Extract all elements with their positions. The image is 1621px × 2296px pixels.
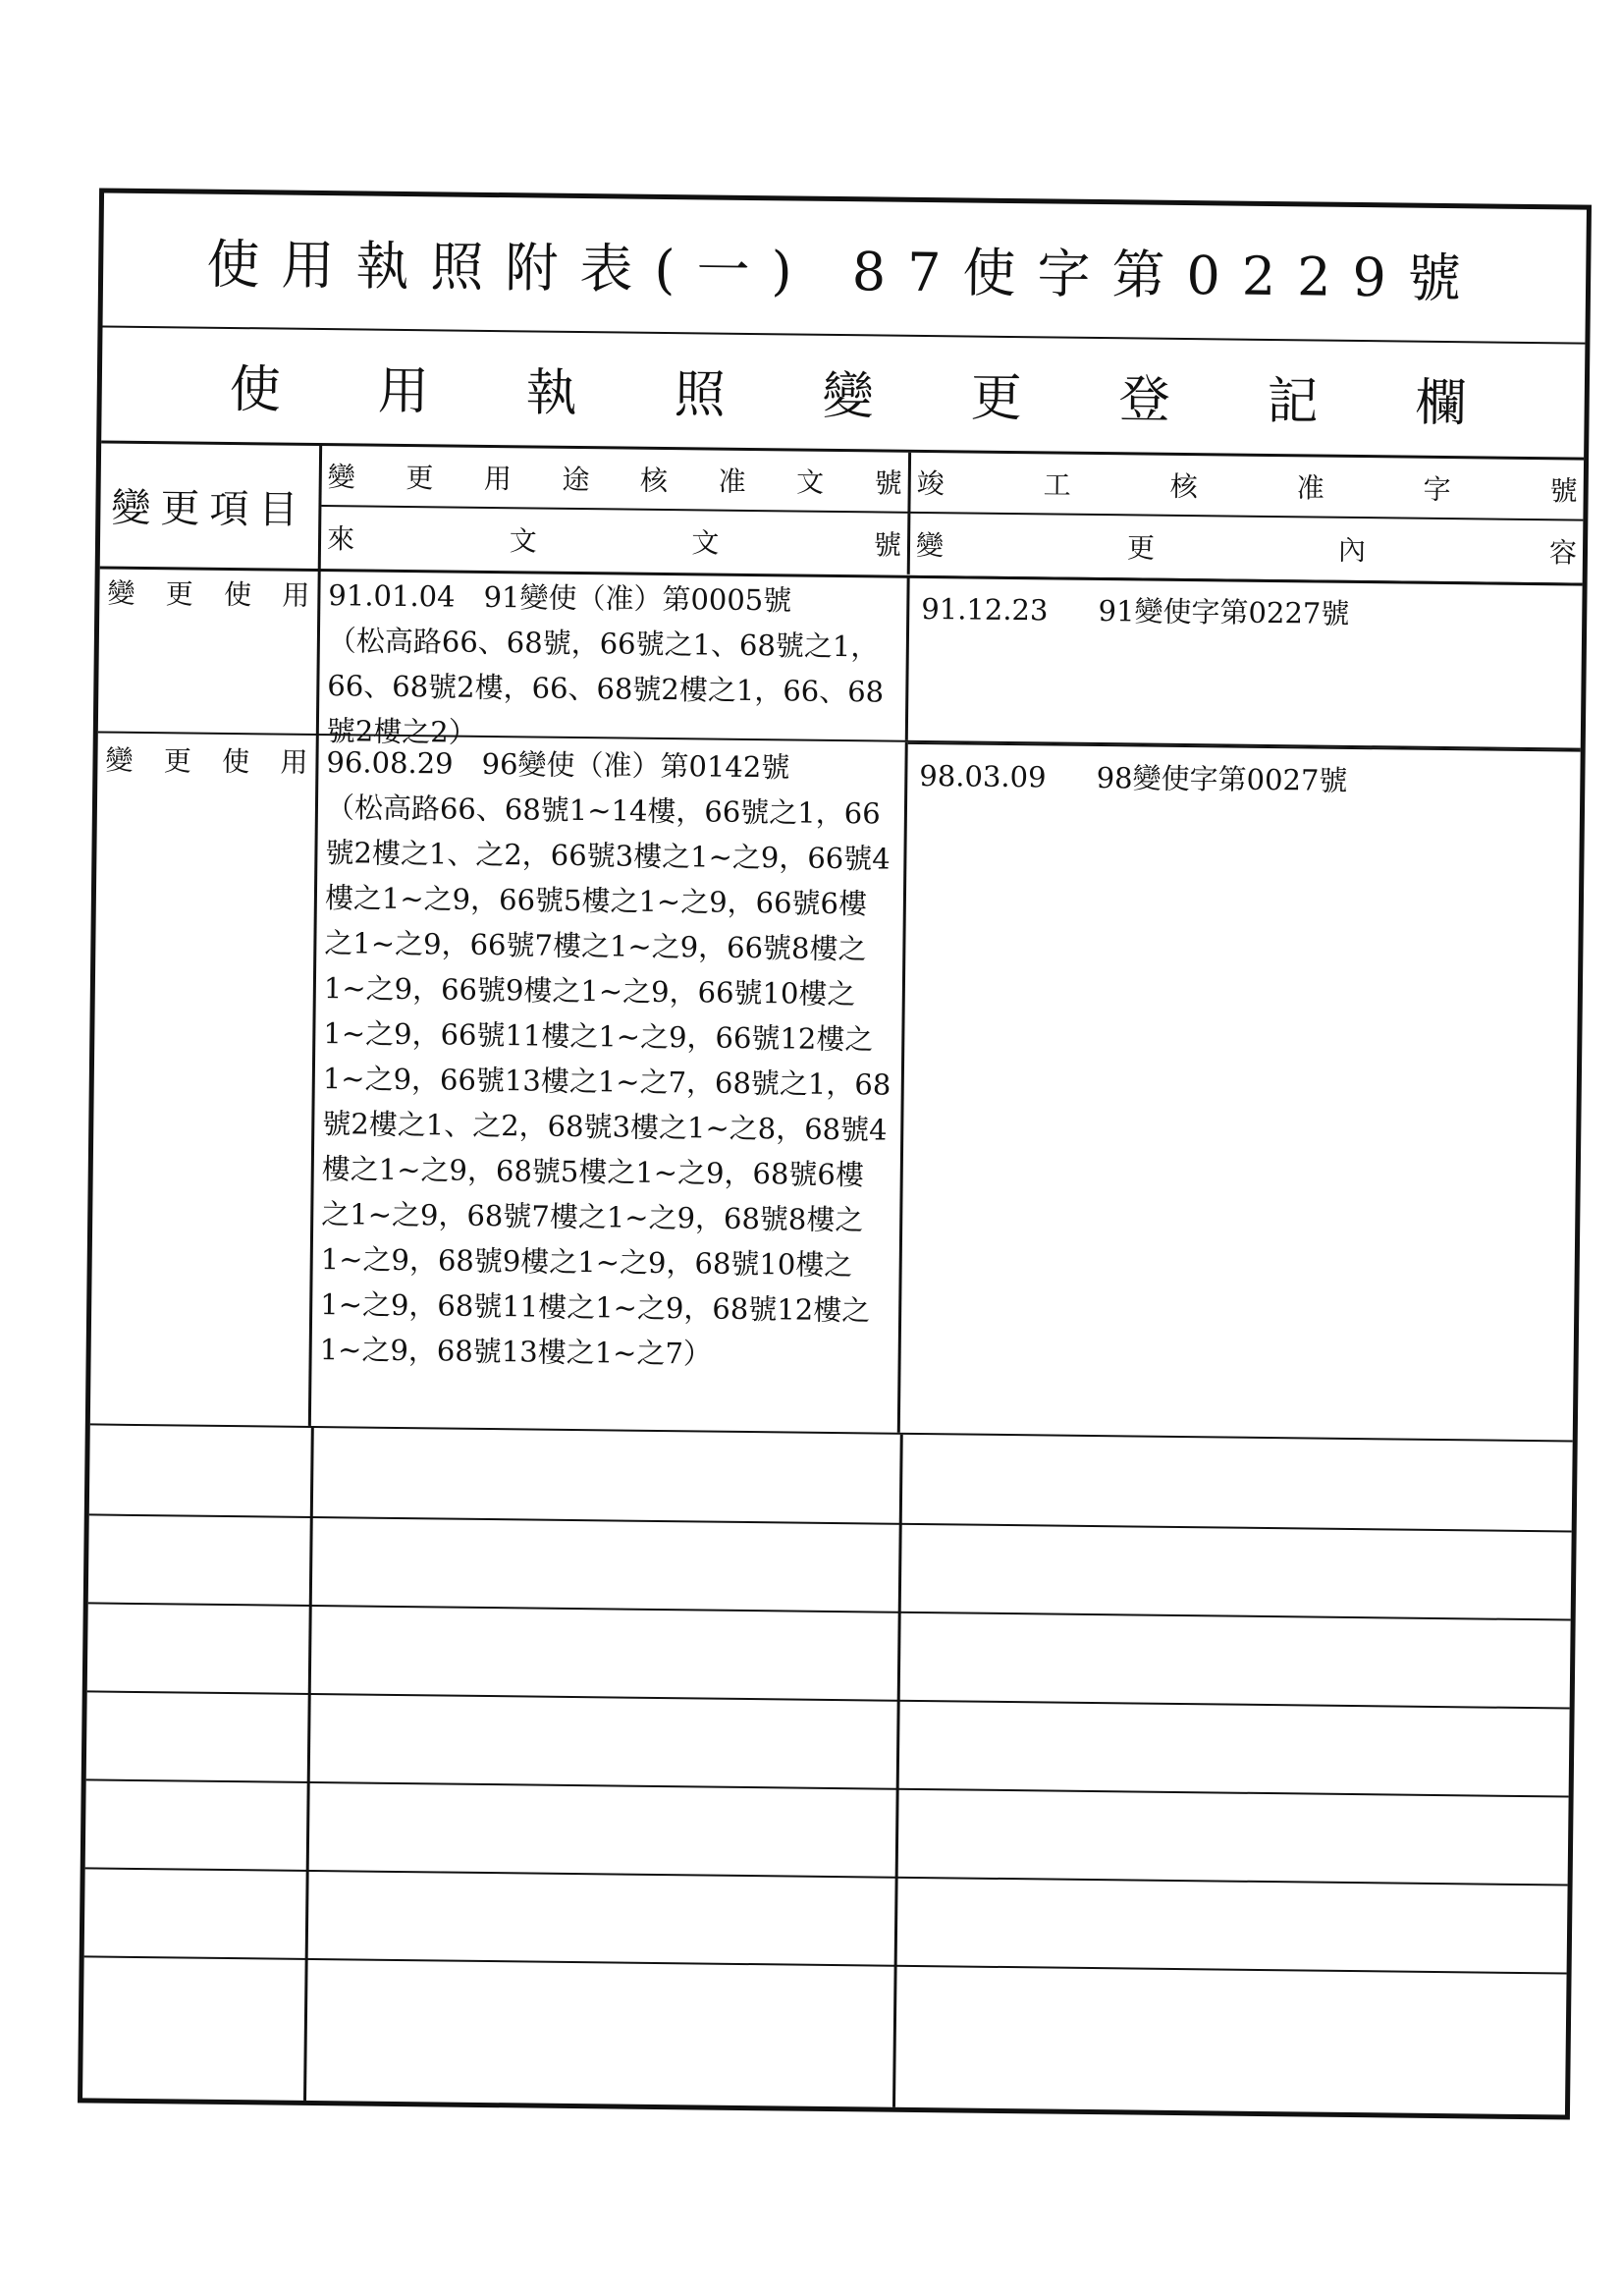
item-char: 用 bbox=[282, 578, 310, 612]
header-char: 准 bbox=[718, 465, 746, 498]
header-char: 用 bbox=[483, 462, 513, 496]
document-title-row bbox=[102, 192, 1586, 344]
section-title-char: 用 bbox=[377, 361, 430, 422]
approval-reference: 96.08.29 96變使（准）第0142號 bbox=[326, 745, 790, 785]
header-char: 准 bbox=[1296, 471, 1324, 505]
approval-reference: 91.01.04 91變使（准）第0005號 bbox=[328, 578, 792, 618]
header-char: 內 bbox=[1337, 533, 1367, 568]
column-divider bbox=[303, 1428, 314, 2101]
item-char: 變 bbox=[107, 576, 135, 610]
header-approval-number bbox=[321, 446, 911, 514]
completion-date: 98.03.09 bbox=[919, 758, 1047, 794]
header-char: 工 bbox=[1043, 468, 1071, 502]
section-title-char: 執 bbox=[525, 363, 578, 423]
row-completion-cell bbox=[900, 742, 1581, 1441]
item-char: 使 bbox=[221, 744, 250, 779]
header-char: 變 bbox=[915, 528, 945, 563]
section-title-char: 使 bbox=[229, 359, 282, 420]
document-title: 使用執照附表(一) 87使字第0229號 bbox=[206, 233, 1484, 310]
header-char: 文 bbox=[509, 524, 537, 558]
item-char: 變 bbox=[105, 743, 134, 777]
header-char: 容 bbox=[1548, 536, 1578, 570]
section-title-char: 登 bbox=[1118, 370, 1170, 430]
section-title-char: 照 bbox=[674, 365, 727, 425]
completion-reference: 91變使字第0227號 bbox=[1098, 594, 1350, 630]
completion-date: 91.12.23 bbox=[921, 591, 1049, 628]
item-char: 用 bbox=[280, 745, 308, 779]
header-char: 號 bbox=[873, 528, 902, 562]
change-table bbox=[82, 443, 1584, 2114]
header-change-item: 變更項目 bbox=[100, 443, 322, 569]
header-char: 號 bbox=[874, 466, 902, 500]
table-row bbox=[90, 733, 1581, 1442]
header-char: 變 bbox=[327, 461, 355, 494]
header-char: 號 bbox=[1549, 474, 1578, 508]
header-char: 來 bbox=[326, 522, 355, 556]
header-char: 字 bbox=[1423, 472, 1451, 507]
approval-detail: （松高路66、68號，66號之1、68號之1，66、68號2樓，66、68號2樓之1，66、68號2樓之2） bbox=[326, 624, 885, 749]
header-char: 竣 bbox=[916, 466, 945, 501]
header-change-content bbox=[910, 514, 1584, 582]
header-char: 更 bbox=[405, 462, 434, 495]
header-char: 途 bbox=[562, 463, 590, 497]
section-title-char: 記 bbox=[1267, 371, 1319, 432]
header-char: 文 bbox=[691, 526, 720, 560]
header-char: 文 bbox=[795, 465, 825, 499]
header-completion-number bbox=[910, 453, 1584, 521]
header-char: 核 bbox=[639, 464, 669, 498]
header-incoming-number bbox=[321, 507, 911, 574]
column-divider bbox=[892, 1435, 903, 2107]
row-completion-cell bbox=[908, 575, 1583, 748]
item-char: 更 bbox=[165, 577, 193, 611]
row-approval-cell bbox=[311, 736, 908, 1433]
permit-sheet bbox=[78, 188, 1592, 2119]
item-char: 更 bbox=[163, 744, 192, 778]
section-title-char: 欄 bbox=[1415, 373, 1467, 434]
section-title-row bbox=[101, 325, 1585, 460]
item-char: 使 bbox=[223, 577, 252, 612]
header-char: 核 bbox=[1169, 469, 1198, 504]
row-approval-cell bbox=[319, 569, 910, 749]
section-title-char: 更 bbox=[970, 368, 1023, 429]
completion-reference: 98變使字第0027號 bbox=[1096, 761, 1348, 797]
row-change-item bbox=[90, 733, 319, 1426]
header-char: 更 bbox=[1126, 531, 1156, 565]
table-row bbox=[98, 566, 1583, 749]
approval-detail: （松高路66、68號1~14樓，66號之1，66號2樓之1、之2，66號3樓之1~之9，66號4樓之1~之9，66號5樓之1~之9，66號6樓之1~之9，66號7樓之1~之9，66號8樓之1~之9，66號9樓之1~之9，66號10樓之1~之9，66號11樓之1~之9，66號12樓之1~之9，66號13樓之1~之7，68號之1，68號2樓之1、之2，68號3樓之1~之8，68號4樓之1~之9，68號5樓之1~之9，68號6樓之1~之9，68號7樓之1~之9，68號8樓之1~之9，68號9樓之1~之9，68號10樓之1~之9，68號11樓之1~之9，68號12樓之1~之9，68號13樓之1~之7） bbox=[319, 791, 892, 1371]
row-change-item bbox=[98, 566, 321, 734]
section-title-char: 變 bbox=[822, 366, 875, 427]
